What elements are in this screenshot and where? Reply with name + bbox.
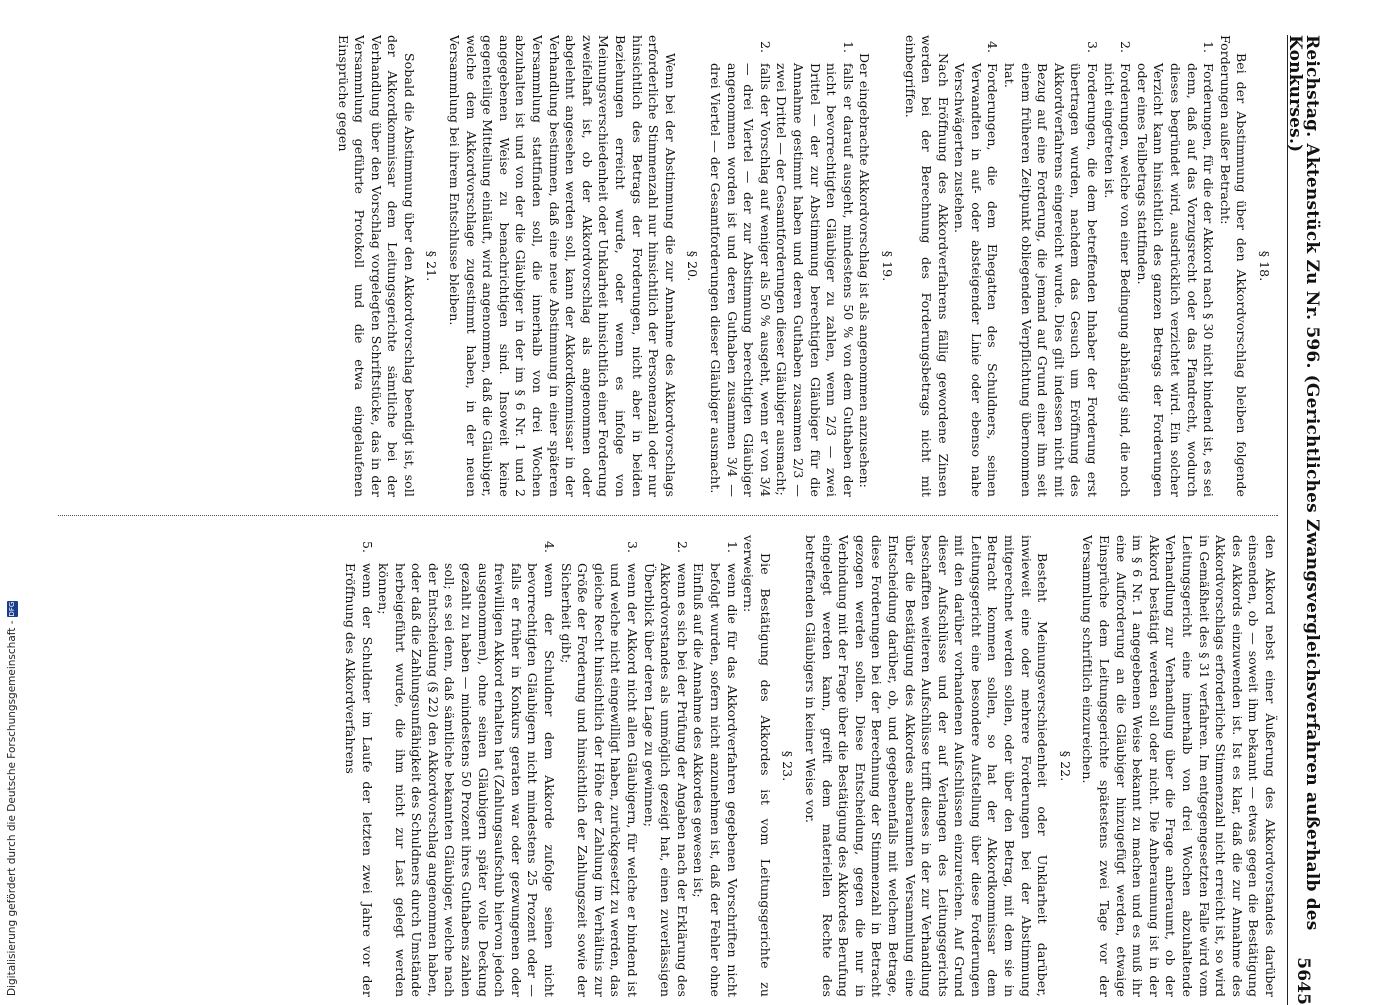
section-22-title: § 22. xyxy=(1057,750,1073,782)
section-18-title: § 18. xyxy=(1257,250,1272,282)
item-number: 4. xyxy=(542,541,558,554)
left-column xyxy=(38,35,1278,497)
list-item xyxy=(773,35,856,497)
item-number: 4. xyxy=(985,41,1001,54)
section-19-intro: Der eingebrachte Akkordvorschlag ist als angenommen anzusehen: xyxy=(857,53,873,488)
item-number: 2. xyxy=(674,541,690,554)
item-number: 3. xyxy=(625,541,641,554)
column-divider xyxy=(58,515,1278,517)
section-23-list xyxy=(341,535,739,997)
section-19-list xyxy=(706,35,855,497)
list-item xyxy=(375,535,558,997)
list-item xyxy=(1100,35,1133,497)
section-18-after: Nach Eröffnung des Akkordverfahrens fällig gewordene Zinsen werden bei der Berechnung des Forderungsbetrags nicht mit einbegriffen. xyxy=(902,35,951,497)
section-22-text: Besteht Meinungsverschiedenheit oder Unklarheit darüber, inwieweit eine oder mehrere Forderungen bei der Abstimmung mitgerechnet werden sollen, oder über den Betrag, mit dem sie in Betracht kommen sollen, so hat der Akkordkommissar dem Leitungsgericht eine besondere Aufstellung über diese Forderungen mit den darüber vorhandenen Aufschlüssen einzureichen. Auf Grund dieser Aufschlüsse und der auf Verlangen des Leitungsgerichts beschafften weiteren Aufschlüsse trifft dieses in der zur Verhandlung über die Bestätigung des Akkordes anberaumten Versammlung eine Entscheidung darüber, ob, und gegebenenfalls mit welchem Betrage, diese Forderungen bei der Berechnung der Stimmenzahl in Betracht gezogen werden sollen. Diese Entscheidung, gegen die nur in Verbindung mit der Frage über die Bestätigung des Akkordes Berufung eingelegt werden kann, greift dem materiellen Rechte des betreffenden Gläubigers in keiner Weise vor. xyxy=(802,535,1051,997)
item-number: 1. xyxy=(840,41,856,54)
right-column xyxy=(38,535,1278,997)
item-number: 5. xyxy=(359,541,375,554)
item-text: wenn der Schuldner dem Akkorde zufolge seinen nicht bevorrechtigten Gläubigern nicht mindestens 25 Prozent oder — falls er früher in Konkurs geraten war oder gezwungenen oder freiwilligen Akkord erhalten hat (Zahlungsaufschub hiervon jedoch ausgenommen), ohne seinen Gläubigern später volle Deckung gezahlt zu haben — mindestens 50 Prozent ihres Guthabens zahlen soll; es sei denn, daß sämtliche bekannten Gläubiger, welche nach der Entscheidung (§ 22) den Akkordvorschlag angenommen haben, oder daß die Zahlungsunfähigkeit des Schuldners durch Umstände herbeigeführt wurde, die ihm nicht zur Last gelegt werden können; xyxy=(376,563,558,997)
item-number: 2. xyxy=(757,41,773,54)
section-19-title: § 19. xyxy=(879,250,895,282)
item-text: wenn es sich bei der Prüfung der Angaben nach der Erklärung des Akkordvorstandes als unmöglich gezeigt hat, einen zuverlässigen Überblick über deren Lage zu gewinnen; xyxy=(641,563,690,997)
item-text: falls der Vorschlag auf weniger als 50 % ausgeht, wenn er von 3/4 — drei Viertel — der zur Abstimmung berechtigten Gläubiger angenommen worden ist und deren Guthaben zusammen 3/4 — drei Viertel — der Gesamtforderungen dieser Gläubiger ausmacht. xyxy=(708,63,773,497)
list-item xyxy=(951,35,1001,497)
item-text: Forderungen, die dem betreffenden Inhaber der Forderung erst übertragen wurden, nachdem das Gesuch um Eröffnung des Akkordverfahrens eingereicht wurde. Dies gilt indessen nicht mit Bezug auf eine Forderung, die jemand auf Grund einer ihm seit einem früheren Zeitpunkt obliegenden Verpflichtung übernommen hat. xyxy=(1002,63,1101,497)
list-item xyxy=(557,535,640,997)
rotated-document-page xyxy=(18,35,1322,1005)
item-text: wenn die für das Akkordverfahren gegebenen Vorschriften nicht befolgt wurden, sofern nicht anzunehmen ist, daß der Fehler ohne Einfluß auf die Annahme des Akkordes gewesen ist; xyxy=(691,563,740,997)
section-23-title: § 23. xyxy=(780,750,796,782)
item-number: 1. xyxy=(1201,41,1217,54)
item-number: 2. xyxy=(1118,41,1134,54)
list-item xyxy=(1001,35,1101,497)
section-21-text: Sobald die Abstimmung über den Akkordvorschlag beendigt ist, soll der Akkordkommissar dem Leitungsgerichte sämtliche bei der Verhandlung über den Vorschlag vorgelegten Schriftstücke, das in der Versammlung geführte Protokoll und die etwa eingelaufenen Einsprüche gegen xyxy=(335,35,417,497)
list-item xyxy=(690,535,740,997)
list-item xyxy=(706,35,772,497)
item-text: wenn der Schuldner im Laufe der letzten zwei Jahre vor der Eröffnung des Akkordverfahrens xyxy=(342,563,375,997)
dfg-logo-icon: DFG xyxy=(7,601,16,617)
credit-text: Digitalisierung gefördert durch die Deutsche Forschungsgemeinschaft - xyxy=(6,620,18,996)
item-text: Forderungen, die dem Ehegatten des Schuldners, seinen Verwandten in auf- oder absteigender Linie oder ebenso nahe Verschwägerten zustehen. xyxy=(952,63,1001,497)
page-header xyxy=(1285,35,1322,1005)
item-text: Forderungen, für die der Akkord nach § 30 nicht bindend ist, es sei denn, daß auf das Vorzugsrecht oder das Pfandrecht, wodurch dieses begründet wird, ausdrücklich verzichtet wird. Ein solcher Verzicht kann hinsichtlich des ganzen Betrags der Forderungen oder eines Teilbetrags stattfinden. xyxy=(1134,63,1217,497)
list-item xyxy=(640,535,690,997)
item-text: Forderungen, welche von einer Bedingung abhängig sind, die noch nicht eingetreten ist. xyxy=(1101,63,1134,497)
page-number: 5645 xyxy=(1293,957,1314,1005)
section-23-intro: Die Bestätigung des Akkordes ist vom Leitungsgerichte zu verweigern: xyxy=(741,535,773,997)
header-title: Reichstag. Aktenstück Zu Nr. 596. (Gerichtliches Zwangsvergleichsverfahren außerhalb des Konkurses.) xyxy=(1285,35,1322,931)
continued-text: den Akkord nebst einer Äußerung des Akkordvorstandes darüber einsenden, ob — soweit ihm bekannt — etwas gegen die Bestätigung des Akkords einzuwenden ist. Ist es klar, daß die zur Annahme des Akkordvorschlags erforderliche Stimmenzahl nicht erreicht ist, so wird in Gemäßheit des § 31 verfahren. Im entgegengesetzten Falle wird vom Leitungsgericht eine innerhalb von drei Wochen abzuhaltende Verhandlung zur Verhandlung über die Frage anberaumt, ob der Akkord bestätigt werden soll oder nicht. Die Anberaumung ist in der im § 6 Nr. 1 angegebenen Weise bekannt zu machen und es muß ihr eine Aufforderung an die Gläubiger hinzugefügt werden, etwaige Einsprüche dem Leitungsgerichte spätestens zwei Tage vor der Versammlung schriftlich einzureichen. xyxy=(1080,535,1278,997)
section-18-list xyxy=(951,35,1217,497)
item-text: falls er darauf ausgeht, mindestens 50 % von dem Guthaben der nicht bevorrechtigten Gläubiger zu zahlen, wenn 2/3 — zwei Drittel — der zur Abstimmung berechtigten Gläubiger für die Annahme gestimmt haben und deren Guthaben zusammen 2/3 — zwei Drittel — der Gesamtforderungen dieser Gläubiger ausmacht; xyxy=(774,63,856,497)
section-18-intro: Bei der Abstimmung über den Akkordvorschlag bleiben folgende Forderungen außer Betracht: xyxy=(1217,35,1250,497)
section-21-title: § 21. xyxy=(424,250,440,282)
list-item xyxy=(341,535,374,997)
item-text: wenn der Akkord nicht allen Gläubigern, für welche er bindend ist und welche nicht eingewilligt haben, zurückgesetzt zu werden, das gleiche Recht hinsichtlich der Höhe der Zahlung im Verhältnis zur Größe der Forderung und hinsichtlich der Zahlungszeit sowie der Sicherheit gibt; xyxy=(558,563,641,997)
list-item xyxy=(1133,35,1216,497)
item-number: 3. xyxy=(1085,41,1101,54)
section-20-title: § 20. xyxy=(685,250,701,282)
digitization-credit xyxy=(0,0,22,1000)
section-20-text: Wenn bei der Abstimmung die zur Annahme des Akkordvorschlags erforderliche Stimmenzahl nur hinsichtlich der Personenzahl oder nur hinsichtlich des Betrags der Forderungen, nicht aber in beiden Beziehungen erreicht wurde, oder wenn es infolge von Meinungsverschiedenheit oder Unklarheit hinsichtlich einer Forderung zweifelhaft ist, ob der Akkordvorschlag als angenommen oder abgelehnt angesehen werden soll, kann der Akkordkommissar in der Verhandlung bestimmen, daß eine neue Abstimmung in einer späteren Versammlung stattfinden soll, die innerhalb von drei Wochen abzuhalten ist und von der die Gläubiger in der im § 6 Nr. 1 und 2 angegebenen Weise zu benachrichtigen sind. Insoweit keine gegenteilige Mitteilung einläuft, wird angenommen, daß die Gläubiger, welche dem Akkordvorschlage zugestimmt haben, in der neuen Versammlung bei ihrem Entschlusse bleiben. xyxy=(447,35,678,497)
item-number: 1. xyxy=(724,541,740,554)
